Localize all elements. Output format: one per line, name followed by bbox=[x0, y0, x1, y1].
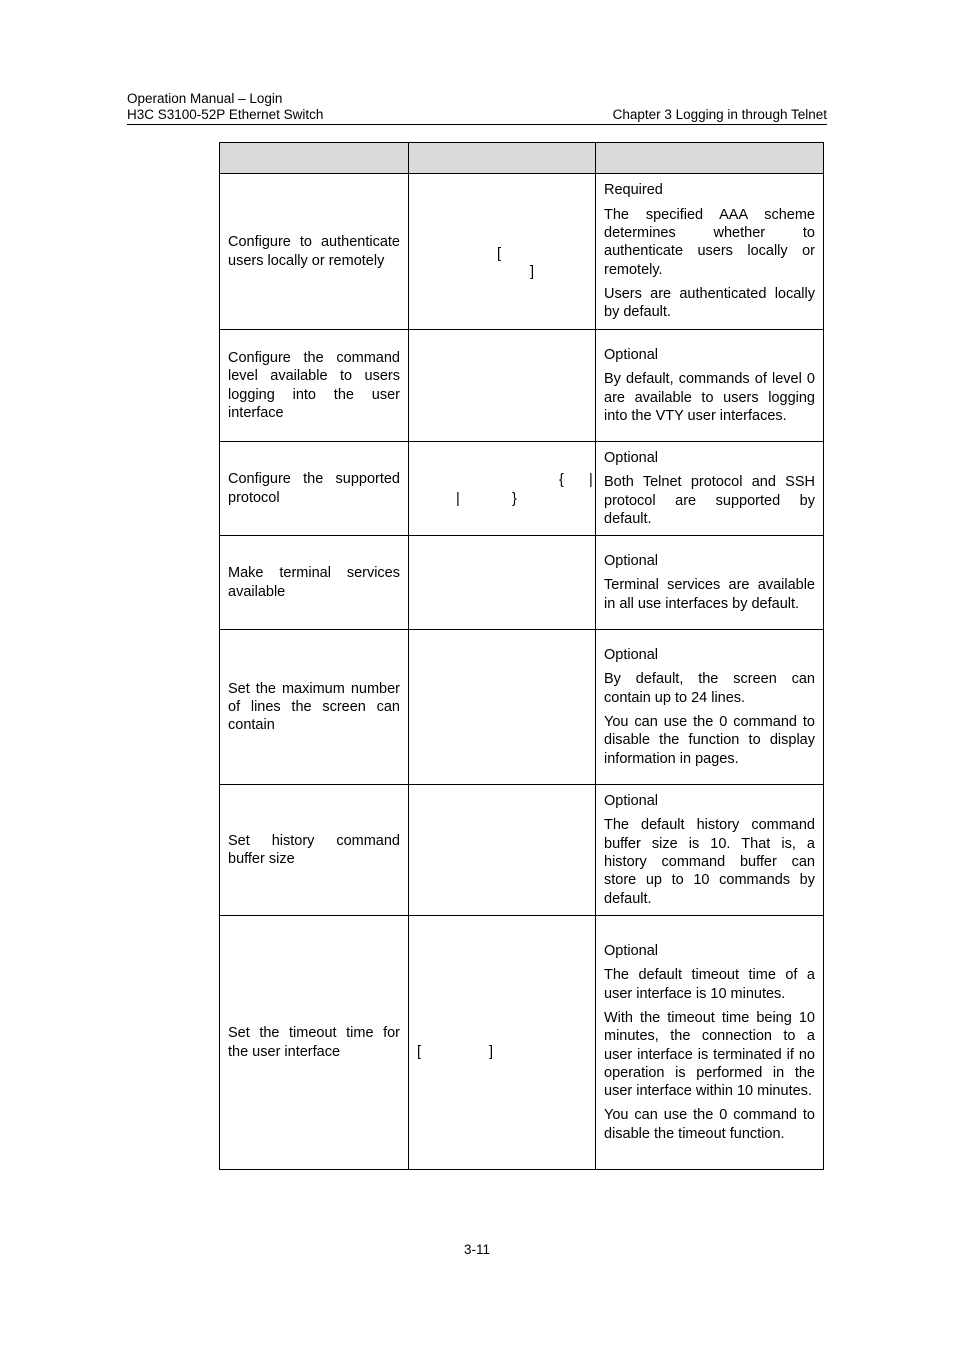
action-cell: Set history command buffer size bbox=[220, 785, 409, 916]
description-paragraph: By default, the screen can contain up to 24 lines. bbox=[604, 671, 815, 706]
table-row bbox=[220, 785, 824, 916]
header-product: H3C S3100-52P Ethernet Switch bbox=[127, 107, 324, 122]
table-row bbox=[220, 630, 824, 785]
description-paragraph: Optional bbox=[604, 449, 659, 466]
header-line-2 bbox=[127, 107, 827, 123]
command-fragment: [ bbox=[417, 1043, 422, 1060]
command-fragment: ] bbox=[489, 1043, 494, 1060]
command-fragment: ] bbox=[530, 263, 535, 280]
description-paragraph: You can use the 0 command to disable the function to display information in pages. bbox=[604, 714, 815, 767]
command-cell bbox=[409, 785, 596, 916]
command-fragment: } bbox=[512, 490, 517, 507]
command-table bbox=[219, 142, 824, 1170]
table-row bbox=[220, 536, 824, 630]
table-header-cell-operation bbox=[220, 143, 409, 174]
command-cell bbox=[409, 630, 596, 785]
page-number: 3-11 bbox=[463, 1242, 491, 1257]
description-paragraph: By default, commands of level 0 are available to users logging into the VTY user interfaces. bbox=[604, 371, 815, 424]
command-fragment: | bbox=[589, 471, 593, 488]
command-fragment: [ bbox=[497, 245, 502, 262]
description-paragraph: You can use the 0 command to disable the timeout function. bbox=[604, 1107, 815, 1142]
description-paragraph: Both Telnet protocol and SSH protocol are supported by default. bbox=[604, 474, 815, 527]
table-header-row bbox=[220, 143, 824, 174]
command-cell bbox=[409, 442, 596, 536]
description-paragraph: Optional bbox=[604, 553, 659, 570]
command-fragment: { bbox=[559, 471, 564, 488]
command-cell bbox=[409, 174, 596, 330]
description-paragraph: Optional bbox=[604, 346, 659, 363]
description-cell bbox=[596, 442, 824, 536]
table-header-cell-remarks bbox=[596, 143, 824, 174]
description-paragraph: Users are authenticated locally by default. bbox=[604, 285, 815, 321]
description-paragraph: The default history command buffer size is 10. That is, a history command buffer can store up to 10 commands by default. bbox=[604, 817, 815, 907]
table-header-cell-command bbox=[409, 143, 596, 174]
action-cell: Set the timeout time for the user interface bbox=[220, 916, 409, 1170]
description-paragraph: Optional bbox=[604, 647, 659, 664]
description-cell bbox=[596, 630, 824, 785]
command-cell bbox=[409, 330, 596, 442]
action-cell: Configure to authenticate users locally or remotely bbox=[220, 174, 409, 330]
description-paragraph: Optional bbox=[604, 793, 659, 810]
command-cell bbox=[409, 536, 596, 630]
table-row bbox=[220, 442, 824, 536]
description-paragraph: Required bbox=[604, 182, 663, 199]
description-cell bbox=[596, 916, 824, 1170]
description-cell bbox=[596, 785, 824, 916]
description-cell bbox=[596, 174, 824, 330]
description-paragraph: Optional bbox=[604, 943, 659, 960]
description-paragraph: With the timeout time being 10 minutes, the connection to a user interface is terminated if no operation is performed in the user interface within 10 minutes. bbox=[604, 1009, 815, 1100]
command-cell bbox=[409, 916, 596, 1170]
action-cell: Configure the supported protocol bbox=[220, 442, 409, 536]
description-paragraph: Terminal services are available in all use interfaces by default. bbox=[604, 577, 815, 612]
action-cell: Configure the command level available to users logging into the user interface bbox=[220, 330, 409, 442]
description-paragraph: The specified AAA scheme determines whether to authenticate users locally or remotely. bbox=[604, 206, 815, 278]
table-row bbox=[220, 330, 824, 442]
description-cell bbox=[596, 330, 824, 442]
action-cell: Set the maximum number of lines the screen can contain bbox=[220, 630, 409, 785]
table-row bbox=[220, 174, 824, 330]
header-chapter: Chapter 3 Logging in through Telnet bbox=[612, 107, 827, 122]
action-cell: Make terminal services available bbox=[220, 536, 409, 630]
command-fragment: | bbox=[456, 490, 460, 507]
header-manual-title: Operation Manual – Login bbox=[127, 91, 283, 106]
header-rule bbox=[127, 124, 827, 125]
table-row bbox=[220, 916, 824, 1170]
description-cell bbox=[596, 536, 824, 630]
description-paragraph: The default timeout time of a user interface is 10 minutes. bbox=[604, 967, 815, 1002]
